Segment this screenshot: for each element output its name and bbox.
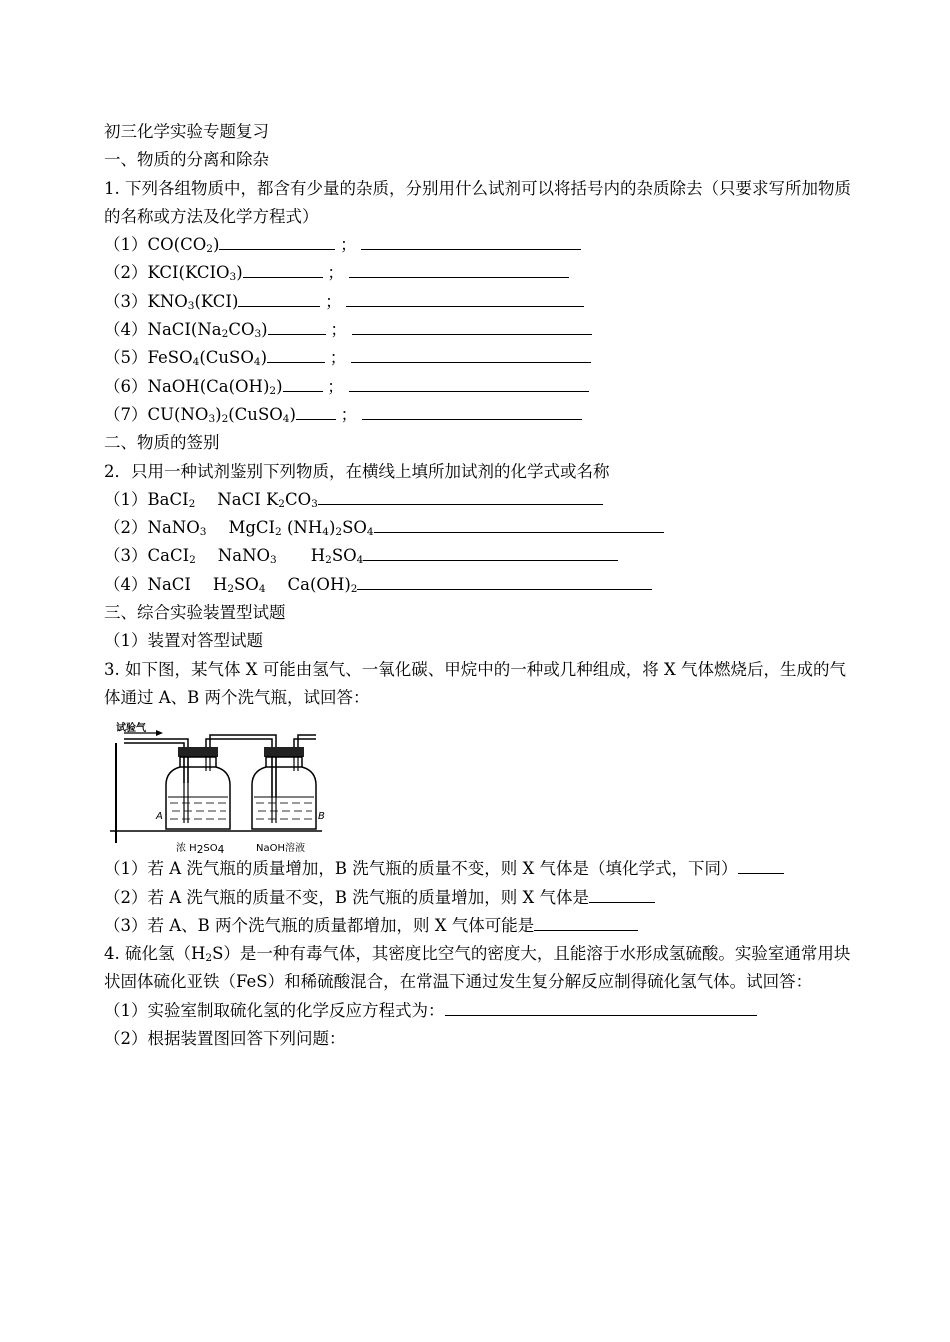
answer-blank[interactable] xyxy=(349,260,569,278)
gas-washing-bottles-figure xyxy=(110,715,325,857)
inlet-gas-label: 试验气 xyxy=(116,723,146,735)
bottle-a-reagent: 浓 $H_2SO_4$ xyxy=(176,843,225,857)
answer-blank[interactable] xyxy=(361,232,581,250)
q4-item-1: （1）实验室制取硫化氢的化学反应方程式为： xyxy=(104,997,856,1025)
q1-item-5: （5）FeSO$_4$(CuSO$_4$) ； xyxy=(104,344,856,372)
answer-blank[interactable] xyxy=(243,260,323,278)
answer-blank[interactable] xyxy=(738,856,784,874)
doc-title: 初三化学实验专题复习 xyxy=(104,122,269,141)
question-1-text: 1. 下列各组物质中，都含有少量的杂质，分别用什么试剂可以将括号内的杂质除去（只要求写所加物质的名称或方法及化学方程式） xyxy=(104,178,851,226)
answer-blank[interactable] xyxy=(268,317,326,335)
q4-item-2: （2）根据装置图回答下列问题： xyxy=(104,1029,346,1049)
q1-item-3: $(3)KNO_3(KCI)$ ； xyxy=(104,288,856,316)
q2-row-1: （1）BaCI$_2$ NaCI $K_2CO_3$ xyxy=(104,486,856,514)
q2-row-4: （4）NaCI $H_2SO_4$ $Ca(OH)_2$ xyxy=(104,571,856,599)
q3-answer-2: （2）若 A 洗气瓶的质量不变，B 洗气瓶的质量增加，则 X 气体是 xyxy=(104,884,856,912)
answer-blank[interactable] xyxy=(589,885,655,903)
answer-blank[interactable] xyxy=(238,289,320,307)
q3-answer-1: （1）若 A 洗气瓶的质量增加，B 洗气瓶的质量不变，则 X 气体是（填化学式，下同） xyxy=(104,855,856,883)
q3-answer-3: （3）若 A、B 两个洗气瓶的质量都增加，则 X 气体可能是 xyxy=(104,912,856,940)
answer-blank[interactable] xyxy=(534,913,638,931)
question-4-text: 4. 硫化氢$(H_2S)$是一种有毒气体，其密度比空气的密度大，且能溶于水形成氢硫酸。实验室通常用块状固体硫化亚铁（FeS）和稀硫酸混合，在常温下通过发生复分解反应制得硫化氢气体。试回答： xyxy=(104,944,851,992)
bottle-b-reagent: NaOH溶液 xyxy=(256,843,305,855)
q1-item-7: $(7)CU(NO_3)_2(CuSO_4)$ ； xyxy=(104,401,856,429)
answer-blank[interactable] xyxy=(318,487,603,505)
answer-blank[interactable] xyxy=(267,345,325,363)
answer-blank[interactable] xyxy=(445,998,757,1016)
section-3-heading: 三、综合实验装置型试题 xyxy=(104,603,286,623)
q1-item-1: $(1)CO(CO_2)$ ； xyxy=(104,231,856,259)
answer-blank[interactable] xyxy=(219,232,335,250)
answer-blank[interactable] xyxy=(362,402,582,420)
q1-item-6: $(6)NaOH(Ca(OH)_2)$ ； xyxy=(104,373,856,401)
answer-blank[interactable] xyxy=(357,572,652,590)
document-page xyxy=(104,118,856,1053)
answer-blank[interactable] xyxy=(296,402,336,420)
answer-blank[interactable] xyxy=(283,374,323,392)
subsection-1-heading: （1）装置对答型试题 xyxy=(104,631,263,651)
question-2-text: 2．只用一种试剂鉴别下列物质，在横线上填所加试剂的化学式或名称 xyxy=(104,461,610,481)
q2-row-3: （3）CaCI$_2$ NaNO$_3$ $H_2SO_4$ xyxy=(104,542,856,570)
answer-blank[interactable] xyxy=(349,374,589,392)
answer-blank[interactable] xyxy=(374,515,664,533)
answer-blank[interactable] xyxy=(351,345,591,363)
q2-row-2: （2）NaNO$_3$ MgCI$_2$ $(NH_4)_2SO_4$ xyxy=(104,514,856,542)
section-1-heading: 一、物质的分离和除杂 xyxy=(104,150,269,170)
answer-blank[interactable] xyxy=(363,543,618,561)
answer-blank[interactable] xyxy=(346,289,584,307)
bottle-a-label: A xyxy=(156,811,163,823)
q1-item-2: $(2)KCI(KCIO_3)$ ； xyxy=(104,259,856,287)
section-2-heading: 二、物质的签别 xyxy=(104,433,220,453)
question-3-text: 3. 如下图，某气体 X 可能由氢气、一氧化碳、甲烷中的一种或几种组成，将 X 气体燃烧后，生成的气体通过 A、B 两个洗气瓶，试回答： xyxy=(104,659,846,707)
q1-item-4: $(4)NaCI(Na_2CO_3)$ ； xyxy=(104,316,856,344)
answer-blank[interactable] xyxy=(352,317,592,335)
bottle-b-label: B xyxy=(318,811,325,823)
